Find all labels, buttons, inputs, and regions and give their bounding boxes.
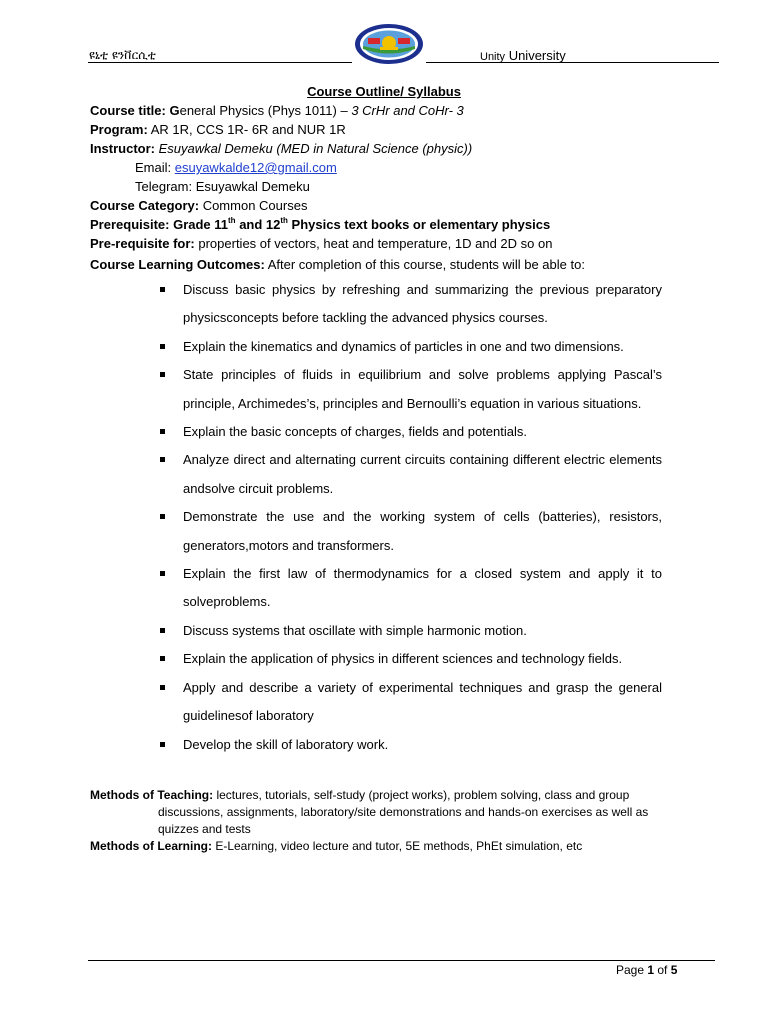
page-total: 5	[670, 963, 678, 977]
program-label: Program:	[90, 122, 148, 137]
program-value: AR 1R, CCS 1R- 6R and NUR 1R	[147, 122, 346, 137]
course-title-line	[90, 103, 464, 118]
of-word: of	[654, 963, 671, 977]
bullet-icon	[160, 372, 165, 377]
page-number	[616, 963, 677, 977]
list-item	[160, 617, 662, 645]
outcomes-label: Course Learning Outcomes:	[90, 257, 265, 272]
list-item	[160, 645, 662, 673]
learning-text: E-Learning, video lecture and tutor, 5E methods, PhEt simulation, etc	[212, 839, 583, 853]
list-item-text: Explain the kinematics and dynamics of particles in one and two dimensions.	[183, 338, 624, 354]
prereq-part-c: Physics text books or elementary physics	[287, 217, 551, 232]
bullet-icon	[160, 457, 165, 462]
bullet-icon	[160, 514, 165, 519]
prerequisite-line	[90, 217, 550, 232]
list-item	[160, 674, 662, 731]
teaching-label: Methods of Teaching:	[90, 788, 214, 802]
prereq-for-line	[90, 236, 552, 251]
course-title-initial: G	[169, 103, 180, 118]
header-left-text: ዩኒቲ ዩንቨርሲቲ	[89, 48, 156, 62]
telegram-line: Telegram: Esuyawkal Demeku	[135, 179, 310, 194]
header-right-prefix: Unity	[480, 51, 506, 63]
page-title	[0, 84, 768, 99]
instructor-value: Esuyawkal Demeku (MED in Natural Science (physic))	[155, 141, 473, 156]
instructor-label: Instructor:	[90, 141, 155, 156]
university-logo	[354, 23, 424, 65]
list-item	[160, 333, 662, 361]
footer-rule	[88, 960, 715, 961]
bullet-icon	[160, 742, 165, 747]
outcomes-intro: After completion of this course, students will be able to:	[264, 257, 585, 272]
bullet-icon	[160, 685, 165, 690]
bullet-icon	[160, 628, 165, 633]
prereq-sup-2: th	[280, 216, 288, 225]
prereq-for-label: Pre-requisite for:	[90, 236, 195, 251]
category-label: Course Category:	[90, 198, 200, 213]
list-item-text: Develop the skill of laboratory work.	[183, 736, 389, 752]
page-title-text: Course Outline/ Syllabus	[307, 84, 461, 99]
category-line	[90, 198, 307, 213]
list-item-text: Explain the application of physics in different sciences and technology fields.	[183, 651, 623, 667]
methods-of-learning	[90, 838, 680, 855]
list-item	[160, 361, 662, 418]
instructor-line	[90, 141, 472, 156]
course-title-value: eneral Physics (Phys 1011) –	[179, 103, 352, 118]
outcomes-line	[90, 257, 585, 272]
page-word: Page	[616, 963, 648, 977]
list-item	[160, 276, 662, 333]
prereq-part-a: Prerequisite: Grade 11	[90, 217, 229, 232]
list-item	[160, 731, 662, 759]
teaching-line-1	[90, 787, 680, 804]
list-item	[160, 446, 662, 503]
teaching-line-2: discussions, assignments, laboratory/site demonstrations and hands-on exercises as well as	[158, 805, 649, 819]
bullet-icon	[160, 429, 165, 434]
program-line	[90, 122, 346, 137]
bullet-icon	[160, 344, 165, 349]
teaching-text-1: lectures, tutorials, self-study (project works), problem solving, class and group	[213, 788, 630, 802]
list-item-text: Explain the basic concepts of charges, fields and potentials.	[183, 424, 527, 440]
list-item-text: Explain the first law of thermodynamics for a closed system and apply it to solveproblems.	[183, 566, 662, 610]
bullet-icon	[160, 571, 165, 576]
list-item-text: Discuss systems that oscillate with simple harmonic motion.	[183, 622, 527, 638]
header-rule-left	[88, 62, 352, 63]
course-credit: 3 CrHr and CoHr- 3	[351, 103, 464, 118]
email-line	[135, 160, 337, 175]
methods-of-teaching	[90, 787, 680, 838]
learning-label: Methods of Learning:	[90, 839, 212, 853]
header-right-university: University	[508, 48, 566, 63]
category-value: Common Courses	[199, 198, 308, 213]
header-rule-right	[426, 62, 719, 63]
prereq-for-value: properties of vectors, heat and temperature, 1D and 2D so on	[194, 236, 553, 251]
bullet-icon	[160, 656, 165, 661]
list-item	[160, 418, 662, 446]
bullet-icon	[160, 287, 165, 292]
list-item-text: State principles of fluids in equilibrium and solve problems applying Pascal’s principle, Archimedes’s, principles and Bernoulli’s equation in various situations.	[183, 367, 662, 411]
email-label: Email:	[135, 160, 175, 175]
page-current: 1	[647, 963, 655, 977]
header-right-text	[480, 48, 566, 63]
email-link[interactable]: esuyawkalde12@gmail.com	[174, 160, 337, 175]
list-item-text: Apply and describe a variety of experimental techniques and grasp the general guidelinesof laboratory	[183, 679, 662, 724]
list-item	[160, 560, 662, 617]
list-item-text: Analyze direct and alternating current circuits containing different electric elements andsolve circuit problems.	[183, 452, 662, 496]
list-item	[160, 503, 662, 560]
prereq-sup-1: th	[228, 216, 236, 225]
course-title-label: Course title:	[90, 103, 166, 118]
list-item-text: Discuss basic physics by refreshing and summarizing the previous preparatory physicsconcepts before tackling the advanced physics courses.	[183, 282, 662, 326]
prereq-part-b: and 12	[235, 217, 281, 232]
learning-outcomes-list	[160, 276, 662, 759]
teaching-line-3: quizzes and tests	[158, 822, 251, 836]
list-item-text: Demonstrate the use and the working system of cells (batteries), resistors, generators,motors and transformers.	[183, 509, 662, 553]
